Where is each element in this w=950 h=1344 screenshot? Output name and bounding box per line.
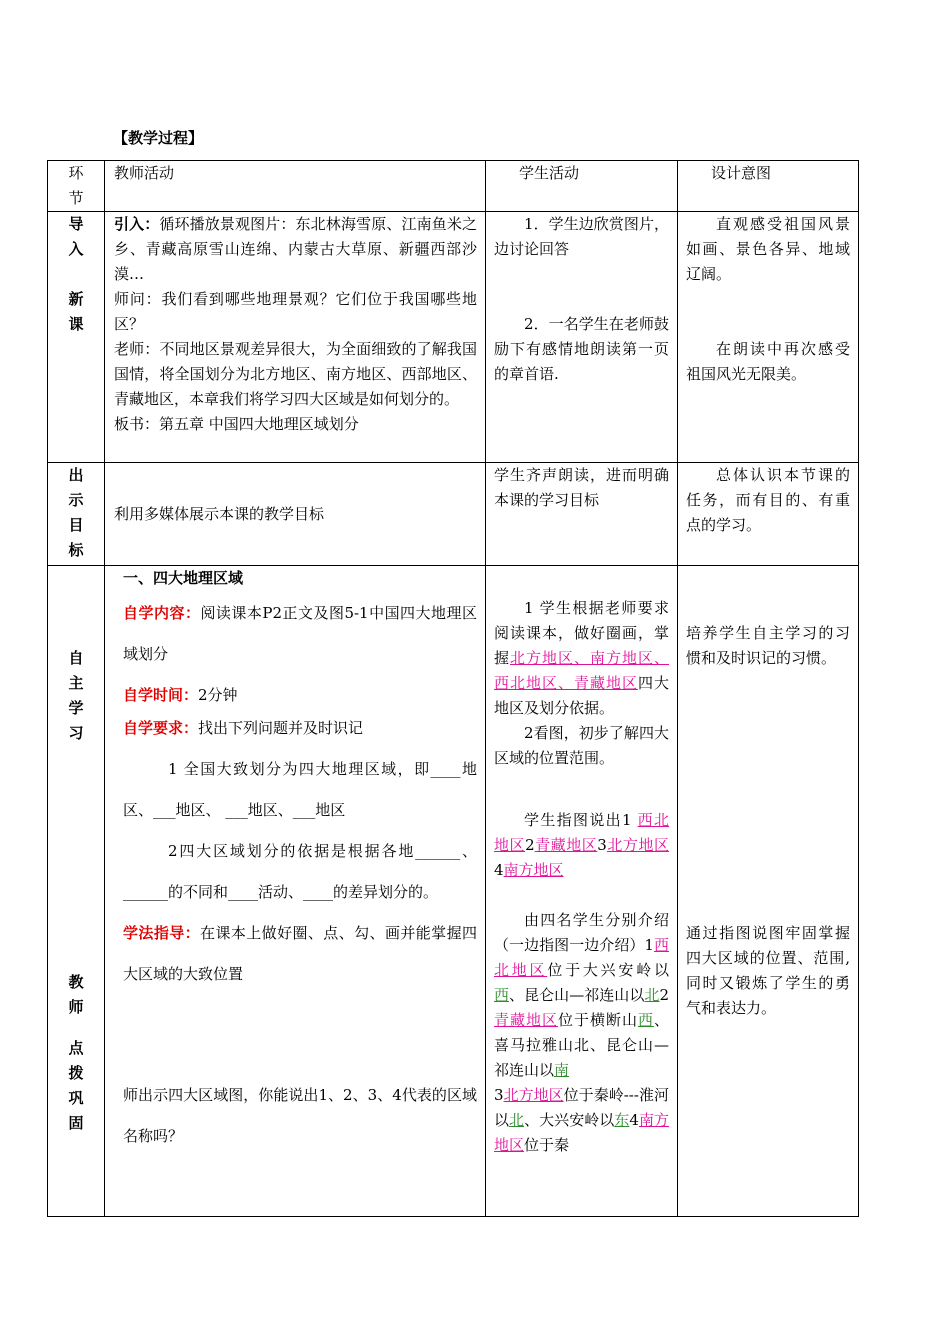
row-objectives [48,463,859,566]
header-design-label: 设计意图 [711,164,772,182]
stage-char: 拨 [68,1064,84,1082]
stage-char: 出 [68,466,84,484]
study-method [123,913,477,995]
student-self-study [486,566,678,1217]
region-num: 2 [525,836,535,854]
region-num: 3 [597,836,607,854]
student-study-2: 2看图，初步了解四大区域的位置范围。 [494,724,669,767]
header-teacher-label: 教师活动 [114,164,175,182]
region-num: 3 [494,1086,504,1104]
stage-char: 标 [68,541,84,559]
content-label: 自学内容： [123,604,201,622]
stage-char: 目 [68,516,84,534]
time-text: 2分钟 [198,686,238,704]
stage-intro [48,212,105,463]
student-objectives [486,463,678,566]
self-study-requirements [123,708,477,749]
stage-char: 主 [68,674,84,692]
method-label: 学法指导： [123,924,201,942]
req-label: 自学要求： [123,719,199,737]
region-desc: 、喜马拉雅山北、昆仑山—祁连山以 [494,1011,669,1079]
stage-char: 师 [68,998,84,1016]
intro-label: 引入： [114,215,160,233]
lesson-table [47,160,859,1217]
design-intent-consolidate: 通过指图说图牢固掌握四大区域的位置、范围,同时又锻炼了学生的勇气和表达力。 [686,924,850,1017]
design-intent-self-study: 培养学生自主学习的习惯和及时识记的习惯。 [686,624,850,667]
req-text: 找出下列问题并及时识记 [198,719,364,737]
region-south: 南方地区 [503,861,564,879]
stage-char: 新 [68,290,84,308]
design-intent-2: 在朗读中再次感受祖国风光无限美。 [686,340,850,383]
intro-pre: 由四名学生分别介绍（一边指图一边介绍）1 [494,911,669,954]
header-stage-char: 环 [68,164,84,182]
teacher-intro [105,212,486,463]
header-teacher [105,161,486,212]
stage-self-study [48,566,105,1217]
student-study-1 [494,596,669,721]
student-study-1-pre: 1 学生根据老师要求阅读课本，做好圈画，掌握 [494,599,669,667]
stage-char: 习 [68,724,84,742]
teacher-question: 师问：我们看到哪些地理景观？它们位于我国哪些地区？ [114,290,477,333]
region-qingzang: 青藏地区 [534,836,598,854]
direction-word: 西 [494,986,510,1004]
teacher-objectives-text: 利用多媒体展示本课的教学目标 [114,504,325,523]
section-heading-text: 一、四大地理区域 [123,569,244,587]
intro-text: 循环播放景观图片：东北林海雪原、江南鱼米之乡、青藏高原雪山连绵、内蒙古大草原、新疆西部沙漠… [114,215,477,283]
teacher-explanation: 老师：不同地区景观差异很大，为全面细致的了解我国国情，将全国划分为北方地区、南方地区、西部地区、青藏地区，本章我们将学习四大区域是如何划分的。 [114,340,477,408]
header-stage [48,161,105,212]
stage-char: 教 [68,973,84,991]
region-name: 北方地区 [503,1086,564,1104]
design-intent-1: 直观感受祖国风景如画、景色各异、地域辽阔。 [686,215,850,283]
region-name: 青藏地区 [494,1011,558,1029]
stage-char: 示 [68,491,84,509]
student-intro [486,212,678,463]
stage-char: 巩 [68,1089,84,1107]
section-heading [123,566,477,591]
intro-paragraph [114,212,477,287]
header-stage-char: 节 [68,189,84,207]
header-row [48,161,859,212]
stage-char: 固 [68,1114,84,1132]
region-num: 2 [659,986,669,1004]
region-northwest: 西北地区 [494,811,669,854]
region-desc: 位于横断山 [557,1011,638,1029]
direction-word: 东 [614,1111,630,1129]
question-2: 2四大区域划分的依据是根据各地______、______的不同和____活动、____的差异划分的。 [123,842,477,901]
student-objectives-text: 学生齐声朗读，进而明确本课的学习目标 [494,466,669,509]
stage-char: 课 [68,315,84,333]
student-activity-1: 1．学生边欣赏图片，边讨论回答 [494,215,669,258]
design-objectives [678,463,859,566]
time-label: 自学时间： [123,686,199,704]
region-desc: 、大兴安岭以 [524,1111,615,1129]
stage-objectives [48,463,105,566]
board-writing: 板书：第五章 中国四大地理区域划分 [114,415,359,433]
stage-char: 导 [68,215,84,233]
direction-word: 北 [644,986,660,1004]
map-question: 师出示四大区域图，你能说出1、2、3、4代表的区域名称吗？ [123,1086,477,1145]
stage-char: 自 [68,649,84,667]
stage-char: 入 [68,240,84,258]
section-title: 【教学过程】 [113,129,204,147]
region-name: 西北地区 [494,936,669,979]
region-desc: 位于秦 [524,1136,570,1154]
header-design [678,161,859,212]
direction-word: 南 [554,1061,570,1079]
design-objectives-text: 总体认识本节课的任务，而有目的、有重点的学习。 [686,466,850,534]
teacher-self-study [105,566,486,1217]
four-regions-highlight: 北方地区、南方地区、西北地区、青藏地区 [494,649,669,692]
point-pre: 学生指图说出1 [524,811,638,829]
direction-word: 西 [637,1011,654,1029]
region-desc: 位于大兴安岭以 [547,961,669,979]
header-student-label: 学生活动 [519,164,580,182]
question-1: 1 全国大致划分为四大地理区域，即____地区、___地区、 ___地区、___地区 [123,760,477,819]
student-study-1-post: 四大地区及划分依据。 [494,674,669,717]
method-text: 在课本上做好圈、点、勾、画并能掌握四大区域的大致位置 [123,924,477,983]
self-study-content [123,593,477,675]
region-name: 南方地区 [494,1111,669,1154]
design-intro [678,212,859,463]
stage-char: 点 [68,1039,84,1057]
stage-char: 学 [68,699,84,717]
region-num: 4 [494,861,504,879]
student-point-regions [494,808,669,883]
region-num: 4 [629,1111,639,1129]
content-text: 阅读课本P2正文及图5-1中国四大地理区域划分 [123,604,477,663]
region-desc: 、昆仑山—祁连山以 [509,986,645,1004]
direction-word: 北 [509,1111,525,1129]
header-student [486,161,678,212]
region-desc: 位于秦岭---淮河以 [494,1086,669,1129]
student-activity-2: 2．一名学生在老师鼓励下有感情地朗读第一页的章首语. [494,315,669,383]
design-self-study [678,566,859,1217]
row-intro [48,212,859,463]
row-self-study [48,566,859,1217]
region-north: 北方地区 [606,836,669,854]
student-introduce-regions [494,908,669,1158]
teacher-objectives [105,463,486,566]
